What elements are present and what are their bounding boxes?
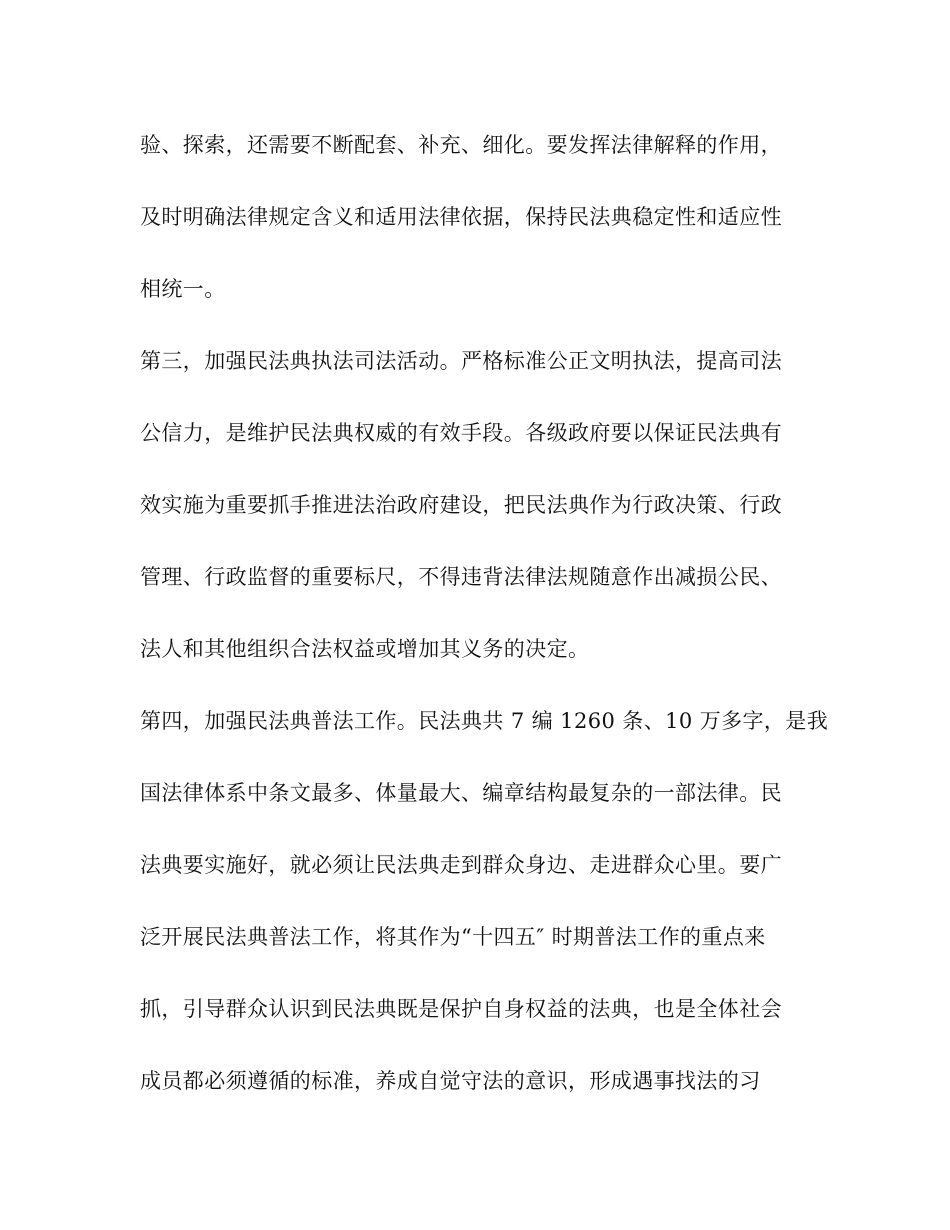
text-line: 法人和其他组织合法权益或增加其义务的决定。 bbox=[140, 637, 590, 661]
text-line: 法典要实施好，就必须让民法典走到群众身边、走进群众心里。要广 bbox=[140, 853, 782, 877]
text-line: 第四，加强民法典普法工作。民法典共 7 编 1260 条、10 万多字，是我 bbox=[140, 709, 829, 733]
text-line: 抓，引导群众认识到民法典既是保护自身权益的法典，也是全体社会 bbox=[140, 997, 782, 1021]
text-line: 成员都必须遵循的标准，养成自觉守法的意识，形成遇事找法的习 bbox=[140, 1069, 761, 1093]
text-line: 泛开展民法典普法工作，将其作为“十四五″ 时期普法工作的重点来 bbox=[140, 925, 766, 949]
text-line: 国法律体系中条文最多、体量最大、编章结构最复杂的一部法律。民 bbox=[140, 781, 782, 805]
document-body bbox=[140, 124, 830, 1132]
text-line: 及时明确法律规定含义和适用法律依据，保持民法典稳定性和适应性 bbox=[140, 205, 782, 229]
text-line: 相统一。 bbox=[140, 277, 226, 301]
text-line: 第三，加强民法典执法司法活动。严格标准公正文明执法，提高司法 bbox=[140, 349, 782, 373]
text-line: 效实施为重要抓手推进法治政府建设，把民法典作为行政决策、行政 bbox=[140, 493, 782, 517]
text-line: 验、探索，还需要不断配套、补充、细化。要发挥法律解释的作用， bbox=[140, 133, 782, 157]
text-line: 公信力，是维护民法典权威的有效手段。各级政府要以保证民法典有 bbox=[140, 421, 782, 445]
text-line: 管理、行政监督的重要标尺，不得违背法律法规随意作出减损公民、 bbox=[140, 565, 782, 589]
